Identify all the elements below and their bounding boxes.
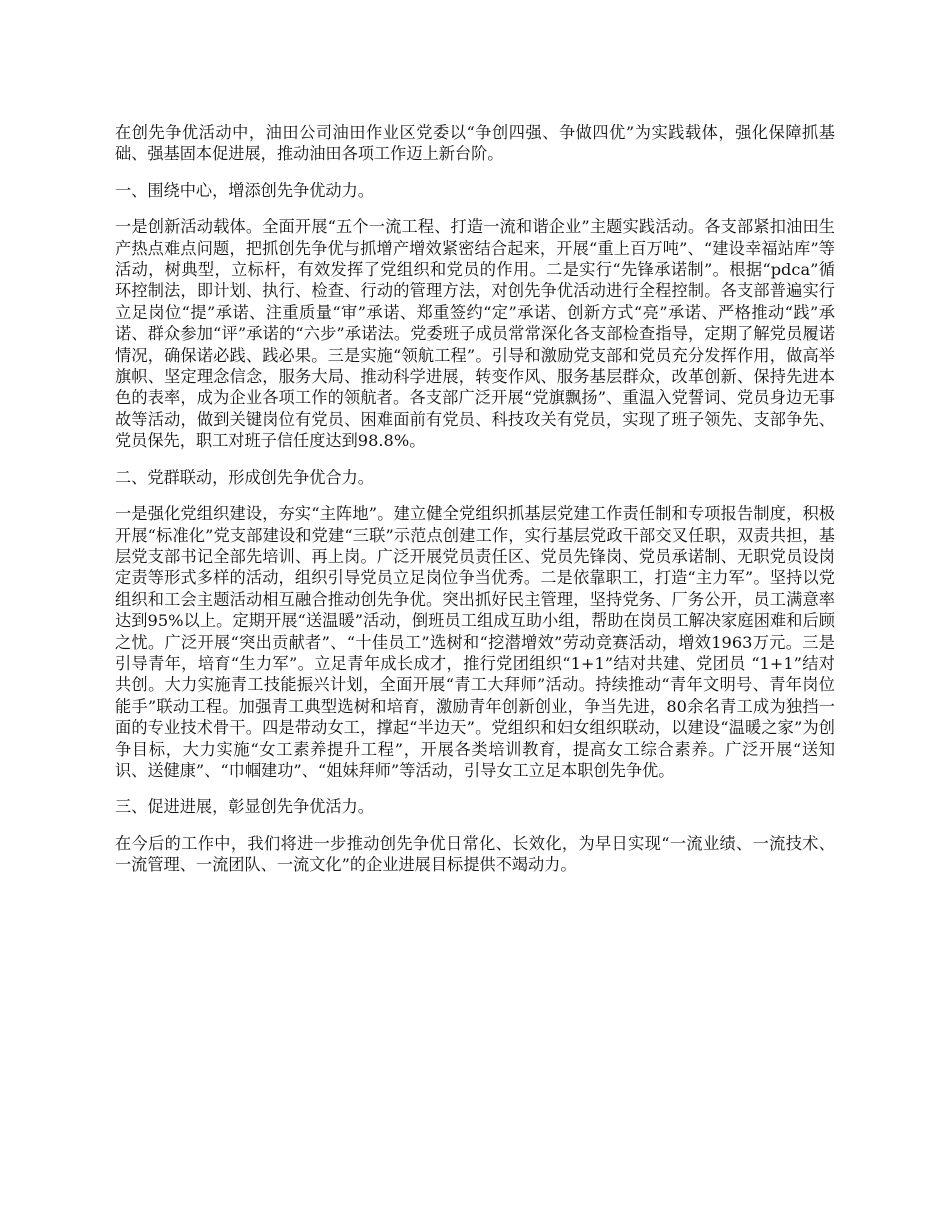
document-body [115, 122, 835, 891]
section-heading-1: 一、围绕中心，增添创先争优动力。 [115, 180, 374, 200]
section-heading-2: 二、党群联动，形成创先争优合力。 [115, 467, 374, 487]
section-3-paragraph: 在今后的工作中，我们将进一步推动创先争优日常化、长效化，为早日实现“一流业绩、一流技术、一流管理、一流团队、一流文化”的企业进展目标提供不竭动力。 [115, 833, 835, 875]
section-1-paragraph: 一是创新活动载体。全面开展“五个一流工程、打造一流和谐企业”主题实践活动。各支部紧扣油田生产热点难点问题，把抓创先争优与抓增产增效紧密结合起来，开展“重上百万吨”、“建设幸福站库”等活动，树典型，立标杆，有效发挥了党组织和党员的作用。二是实行“先锋承诺制”。根据“pdca”循环控制法，即计划、执行、检查、行动的管理方法，对创先争优活动进行全程控制。各支部普遍实行立足岗位“提”承诺、注重质量“审”承诺、郑重签约“定”承诺、创新方式“亮”承诺、严格推动“践”承诺、群众参加“评”承诺的“六步”承诺法。党委班子成员常常深化各支部检查指导，定期了解党员履诺情况，确保诺必践、践必果。三是实施“领航工程”。引导和激励党支部和党员充分发挥作用，做高举旗帜、坚定理念信念，服务大局、推动科学进展，转变作风、服务基层群众，改革创新、保持先进本色的表率，成为企业各项工作的领航者。各支部广泛开展“党旗飘扬”、重温入党誓词、党员身边无事故等活动，做到关键岗位有党员、困难面前有党员、科技攻关有党员，实现了班子领先、支部争先、党员保先，职工对班子信任度达到98.8%。 [115, 217, 835, 451]
section-heading-3: 三、促进进展，彰显创先争优活力。 [115, 797, 374, 817]
intro-paragraph: 在创先争优活动中，油田公司油田作业区党委以“争创四强、争做四优”为实践载体，强化保障抓基础、强基固本促进展，推动油田各项工作迈上新台阶。 [115, 123, 835, 164]
section-2-paragraph: 一是强化党组织建设，夯实“主阵地”。建立健全党组织抓基层党建工作责任制和专项报告制度，积极开展“标准化”党支部建设和党建“三联”示范点创建工作，实行基层党政干部交叉任职，双责共担，基层党支部书记全部先培训、再上岗。广泛开展党员责任区、党员先锋岗、党员承诺制、无职党员设岗定责等形式多样的活动，组织引导党员立足岗位争当优秀。二是依靠职工，打造“主力军”。坚持以党组织和工会主题活动相互融合推动创先争优。突出抓好民主管理，坚持党务、厂务公开，员工满意率达到95%以上。定期开展“送温暖”活动，倒班员工组成互助小组，帮助在岗员工解决家庭困难和后顾之忧。广泛开展“突出贡献者”、“十佳员工”选树和“挖潜增效”劳动竞赛活动，增效1963万元。三是引导青年，培育“生力军”。立足青年成长成才，推行党团组织“1+1”结对共建、党团员 “1+1”结对共创。大力实施青工技能振兴计划，全面开展“青工大拜师”活动。持续推动“青年文明号、青年岗位能手”联动工程。加强青工典型选树和培育，激励青年创新创业，争当先进，80余名青工成为独挡一面的专业技术骨干。四是带动女工，撑起“半边天”。党组织和妇女组织联动，以建设“温暖之家”为创争目标，大力实施“女工素养提升工程”，开展各类培训教育，提高女工综合素养。广泛开展“送知识、送健康”、“巾帼建功”、“姐妹拜师”等活动，引导女工立足本职创先争优。 [115, 504, 835, 780]
